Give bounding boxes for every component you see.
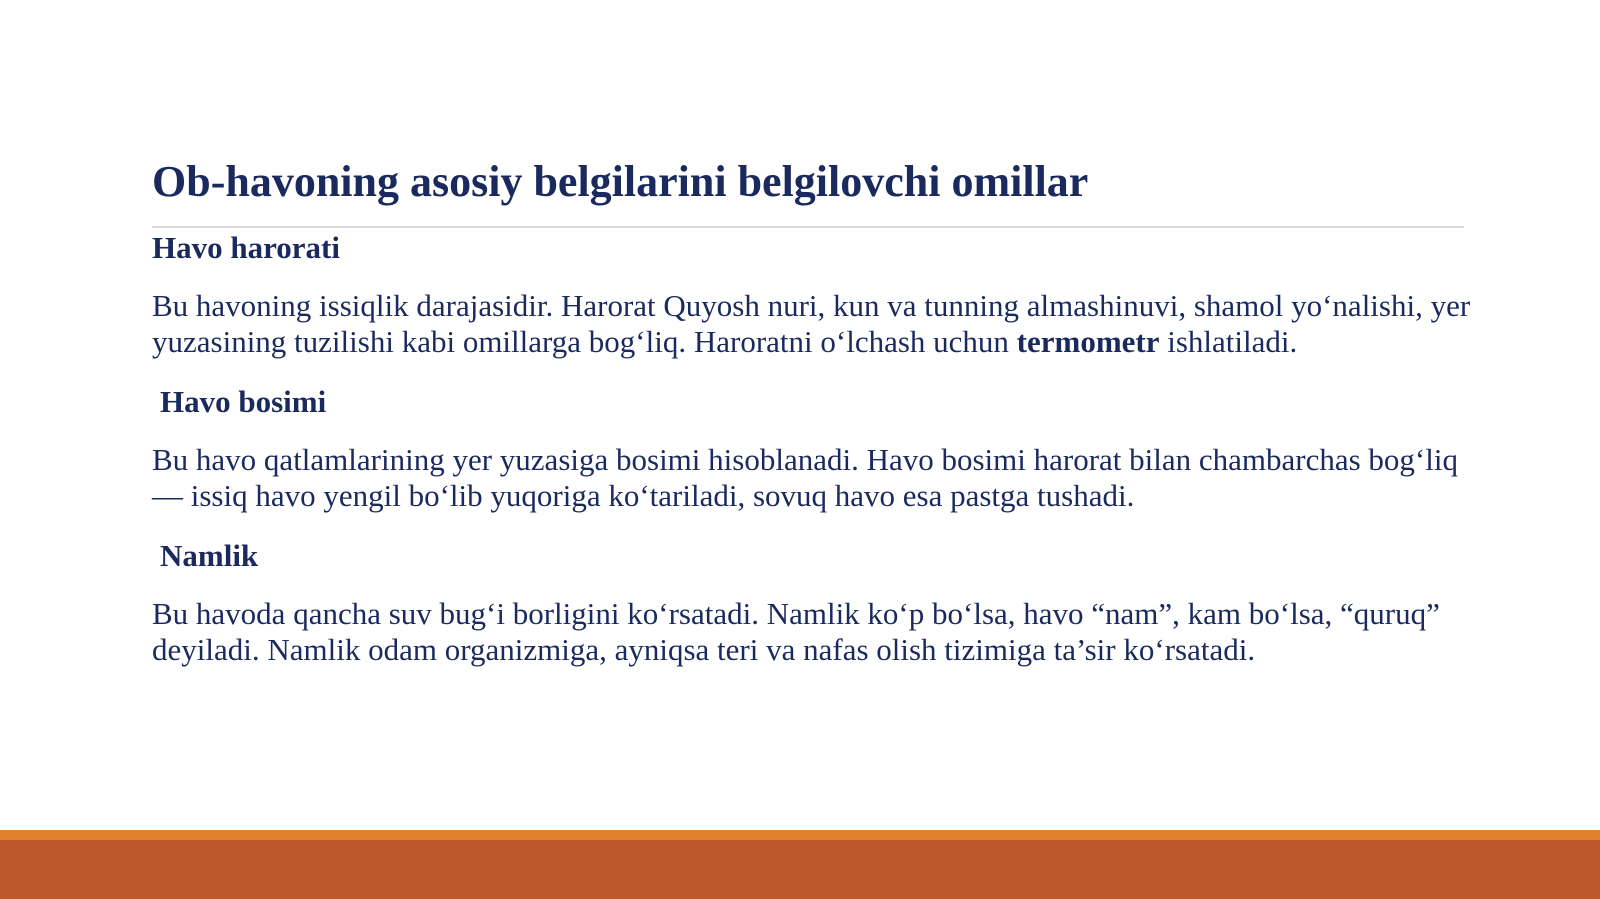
slide-content xyxy=(152,228,1472,668)
text-segment: Bu havoning issiqlik darajasidir. Harorat Quyosh nuri, kun va tunning almashinuvi, shamol yo‘nalishi, yer yuzasining tuzilishi kabi omillarga bog‘liq. Haroratni o‘lchash uchun xyxy=(152,288,1471,359)
text-segment: ishlatiladi. xyxy=(1159,324,1298,359)
slide-title: Ob-havoning asosiy belgilarini belgilovchi omillar xyxy=(152,157,1089,206)
section-text-air-temperature xyxy=(152,288,1472,360)
section-heading-air-temperature: Havo harorati xyxy=(152,230,340,265)
footer-bar xyxy=(0,840,1600,899)
section-text-air-pressure: Bu havo qatlamlarining yer yuzasiga bosimi hisoblanadi. Havo bosimi harorat bilan chambarchas bog‘liq — issiq havo yengil bo‘lib yuqoriga ko‘tariladi, sovuq havo esa pastga tushadi. xyxy=(152,442,1458,513)
section-text-humidity: Bu havoda qancha suv bug‘i borligini ko‘rsatadi. Namlik ko‘p bo‘lsa, havo “nam”, kam bo‘lsa, “quruq” deyiladi. Namlik odam organizmiga, ayniqsa teri va nafas olish tizimiga ta’sir ko‘rsatadi. xyxy=(152,596,1440,667)
section-heading-air-pressure: Havo bosimi xyxy=(160,384,327,419)
section-heading-humidity: Namlik xyxy=(160,538,259,573)
bold-term: termometr xyxy=(1016,324,1160,359)
footer-accent-stripe xyxy=(0,830,1600,840)
